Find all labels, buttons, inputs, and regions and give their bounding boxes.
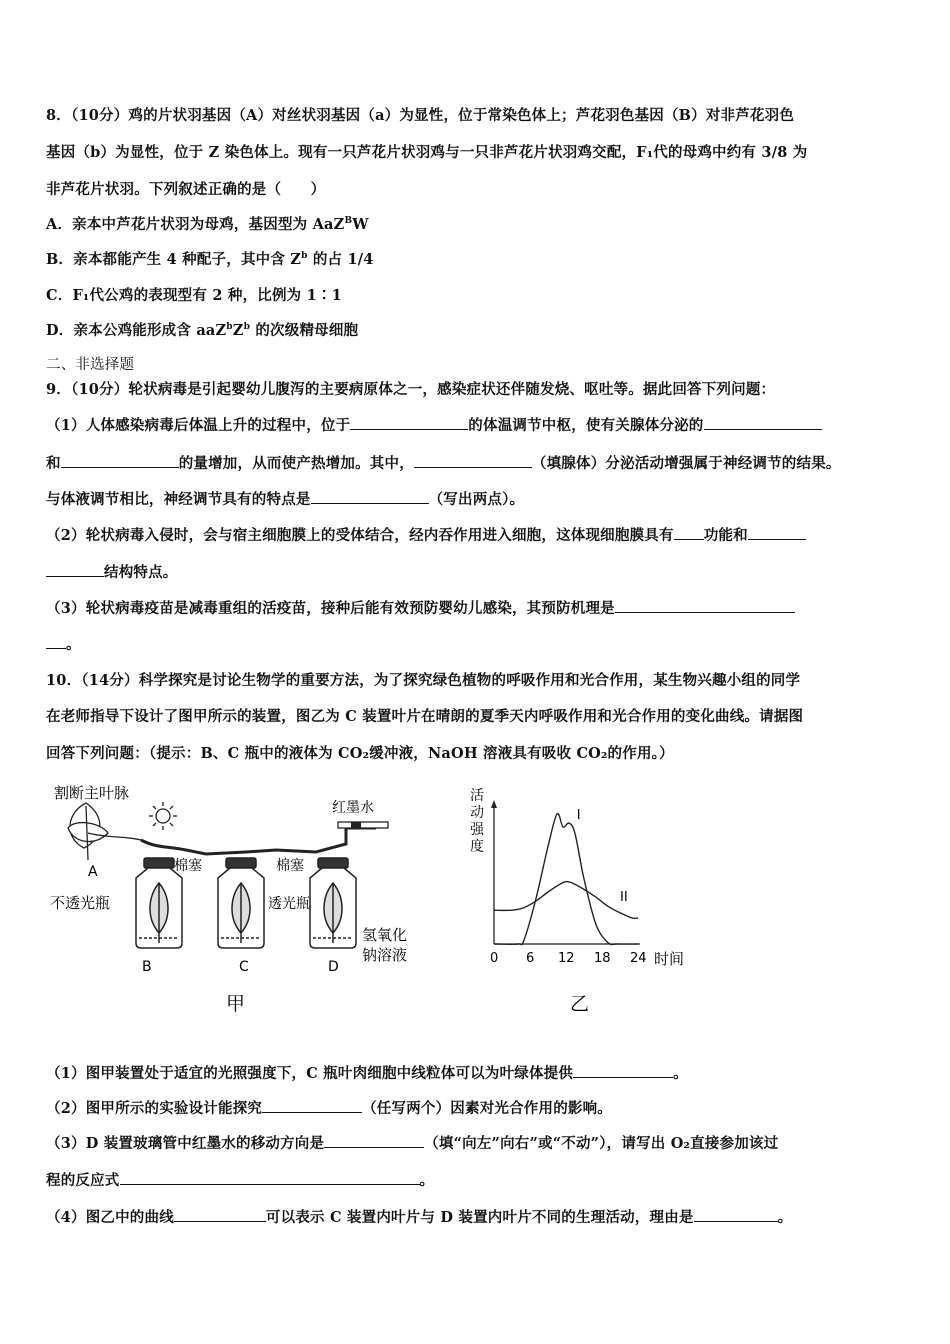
- q9-part3-text: （3）轮状病毒疫苗是减毒重组的活疫苗，接种后能有效预防婴幼儿感染，其预防机理是: [46, 600, 615, 617]
- q8-option-d-sup2: b: [243, 322, 251, 333]
- q10-part4-end: 。: [777, 1209, 793, 1226]
- q10-part4-text: （4）图乙中的曲线: [46, 1209, 174, 1226]
- series-II-line: [494, 882, 638, 919]
- q8-option-d-sup1: b: [226, 322, 233, 333]
- q8-option-b: [46, 248, 374, 269]
- series-II-label: II: [620, 890, 628, 906]
- q10-part3-text-b: （填“向左”向右”或“不动”），请写出 O₂直接参加该过: [424, 1135, 779, 1152]
- q10-part1: [46, 1062, 688, 1083]
- q8-option-d-end: 的次级精母细胞: [250, 322, 359, 339]
- x-tick-label: 6: [526, 951, 535, 966]
- answer-blank[interactable]: [414, 455, 532, 468]
- q10-part3-line1: [46, 1132, 778, 1153]
- q10-part4: [46, 1206, 792, 1227]
- x-tick-label: 18: [594, 951, 611, 966]
- x-tick-label: 12: [558, 951, 575, 966]
- label-red-ink: 红墨水: [332, 800, 374, 816]
- q8-option-c: C．F₁代公鸡的表现型有 2 种，比例为 1∶1: [46, 287, 342, 304]
- answer-blank[interactable]: [615, 600, 795, 613]
- q9-part2-line2: [46, 561, 178, 582]
- figure-chart: [460, 778, 700, 1023]
- q9-part1-text-d: 的量增加，从而使产热增加。其中，: [178, 455, 414, 472]
- q10-part4-text-b: 可以表示 C 装置内叶片与 D 装置内叶片不同的生理活动，理由是: [265, 1209, 694, 1226]
- q10-part1-text: （1）图甲装置处于适宜的光照强度下，C 瓶叶肉细胞中线粒体可以为叶绿体提供: [46, 1065, 574, 1082]
- answer-blank[interactable]: [311, 491, 429, 504]
- q9-part1-text-b: 的体温调节中枢，使有关腺体分泌的: [468, 417, 704, 434]
- answer-blank[interactable]: [262, 1100, 362, 1113]
- q10-part2-text: （2）图甲所示的实验设计能探究: [46, 1100, 263, 1117]
- caption-jia: 甲: [226, 993, 246, 1015]
- q9-part1-line2: [46, 452, 841, 473]
- bottle-d: [310, 858, 356, 948]
- q9-part1-text-c: 和: [46, 455, 61, 472]
- y-label-char: 活: [470, 788, 484, 804]
- figure-apparatus: [46, 778, 446, 1023]
- q10-stem-line1: 10．（14分）科学探究是讨论生物学的重要方法，为了探究绿色植物的呼吸作用和光合作用，某生物兴趣小组的同学: [46, 672, 801, 689]
- x-axis-label: 时间: [654, 950, 685, 968]
- q9-part3-line2: [46, 633, 81, 654]
- x-tick-label: 24: [630, 951, 647, 966]
- q8-option-d-mid: Z: [232, 322, 244, 339]
- x-tick-label: 0: [490, 951, 499, 966]
- label-cotton-1: 棉塞: [174, 858, 202, 874]
- q9-part3-line1: [46, 597, 795, 618]
- answer-blank[interactable]: [748, 527, 806, 540]
- q9-part1-text-e: （填腺体）分泌活动增强属于神经调节的结果。: [531, 455, 841, 472]
- q8-stem-line2: 基因（b）为显性，位于 Z 染色体上。现有一只芦花片状羽鸡与一只非芦花片状羽鸡交配，F₁代的母鸡中约有 3/8 为: [46, 144, 808, 161]
- q10-part3-text: （3）D 装置玻璃管中红墨水的移动方向是: [46, 1135, 325, 1152]
- answer-blank[interactable]: [61, 455, 179, 468]
- q9-part2-text-a: （2）轮状病毒入侵时，会与宿主细胞膜上的受体结合，经内吞作用进入细胞，这体现细胞膜具有: [46, 527, 674, 544]
- answer-blank[interactable]: [674, 527, 704, 540]
- answer-blank[interactable]: [46, 636, 66, 649]
- label-opaque-bottle: 不透光瓶: [50, 894, 111, 912]
- q8-option-d: [46, 319, 358, 340]
- q9-part1-line3: [46, 488, 524, 509]
- glass-tube-end: [338, 822, 388, 828]
- q10-part3-end: 。: [419, 1172, 435, 1189]
- y-axis-arrow: [491, 800, 497, 808]
- q9-part2-line1: [46, 524, 806, 545]
- q9-part1-text-a: （1）人体感染病毒后体温上升的过程中，位于: [46, 417, 351, 434]
- q8-option-a-text: A．亲本中芦花片状羽为母鸡，基因型为 AaZ: [46, 216, 345, 233]
- answer-blank[interactable]: [46, 564, 104, 577]
- series-I-label: I: [576, 808, 581, 824]
- answer-blank[interactable]: [120, 1172, 420, 1185]
- answer-blank[interactable]: [350, 417, 468, 430]
- answer-blank[interactable]: [174, 1209, 266, 1222]
- q9-stem: 9．（10分）轮状病毒是引起婴幼儿腹泻的主要病原体之一，感染症状还伴随发烧、呕吐等。据此回答下列问题：: [46, 381, 776, 398]
- label-transparent-bottle: 透光瓶: [268, 896, 310, 912]
- q8-option-b-sup: b: [301, 251, 308, 262]
- q10-part3-text-c: 程的反应式: [46, 1172, 120, 1189]
- y-label-char: 动: [470, 805, 484, 821]
- answer-blank[interactable]: [704, 417, 822, 430]
- q10-stem-line2: 在老师指导下设计了图甲所示的装置，图乙为 C 装置叶片在晴朗的夏季天内呼吸作用和光合作用的变化曲线。请据图: [46, 708, 804, 725]
- q8-option-a-end: W: [352, 216, 369, 233]
- q10-part1-end: 。: [673, 1065, 688, 1082]
- answer-blank[interactable]: [324, 1135, 424, 1148]
- q10-part2: [46, 1097, 612, 1118]
- bottle-c: [218, 858, 264, 948]
- q10-part3-line2: [46, 1169, 434, 1190]
- q8-option-b-text: B．亲本都能产生 4 种配子，其中含 Z: [46, 251, 302, 268]
- answer-blank[interactable]: [694, 1209, 778, 1222]
- q9-part2-text-c: 结构特点。: [104, 564, 178, 581]
- y-axis-label: [470, 788, 485, 855]
- label-b: B: [142, 959, 152, 975]
- q8-stem-line3: 非芦花片状羽。下列叙述正确的是（ ）: [46, 181, 326, 198]
- q9-part1-text-f: 与体液调节相比，神经调节具有的特点是: [46, 491, 311, 508]
- bottle-b: [136, 858, 182, 948]
- label-cotton-2: 棉塞: [276, 858, 304, 874]
- glass-tube: [141, 828, 376, 854]
- answer-blank[interactable]: [573, 1065, 673, 1078]
- q10-stem-line3: 回答下列问题：（提示：B、C 瓶中的液体为 CO₂缓冲液，NaOH 溶液具有吸收 CO₂的作用。）: [46, 745, 674, 762]
- y-label-char: 度: [470, 839, 484, 855]
- leaf-a-icon: [68, 803, 141, 860]
- q10-part2-end: （任写两个）因素对光合作用的影响。: [362, 1100, 612, 1117]
- label-a: A: [88, 864, 98, 880]
- label-cut-vein: 割断主叶脉: [54, 784, 130, 802]
- q9-part1-line1: [46, 414, 822, 435]
- q8-stem-line1: 8．（10分）鸡的片状羽基因（A）对丝状羽基因（a）为显性，位于常染色体上；芦花羽色基因（B）对非芦花羽色: [46, 107, 795, 124]
- label-c: C: [239, 959, 249, 975]
- label-d: D: [328, 959, 339, 975]
- q9-part2-text-b: 功能和: [703, 527, 748, 544]
- x-tick-labels: [490, 951, 647, 966]
- q8-option-a-sup: B: [344, 216, 353, 227]
- series-I-line: [494, 814, 638, 945]
- label-naoh-2: 钠溶液: [362, 946, 408, 964]
- q8-option-d-text: D．亲本公鸡能形成含 aaZ: [46, 322, 227, 339]
- q8-option-b-end: 的占 1/4: [307, 251, 374, 268]
- q9-part3-end: 。: [66, 636, 81, 653]
- red-ink-drop: [351, 822, 361, 828]
- caption-yi: 乙: [570, 993, 590, 1015]
- section-heading: 二、非选择题: [46, 357, 135, 373]
- label-naoh-1: 氢氧化: [362, 926, 408, 944]
- q9-part1-text-g: （写出两点）。: [428, 491, 525, 508]
- y-label-char: 强: [470, 822, 484, 838]
- sun-icon: [149, 802, 177, 830]
- q8-option-a: [46, 213, 369, 234]
